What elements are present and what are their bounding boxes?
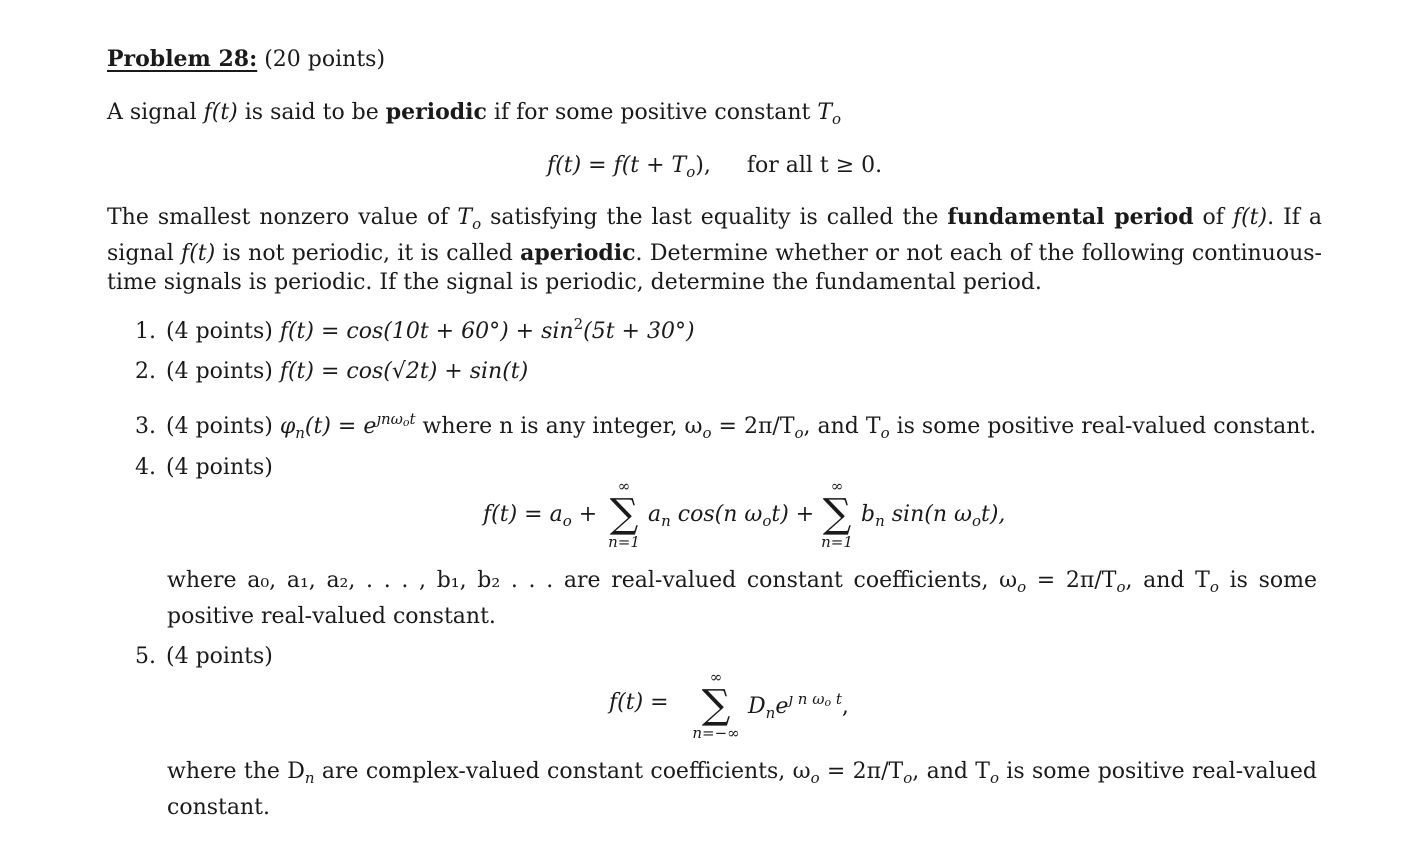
item-expression: φ [279, 414, 296, 439]
item-text: is some positive real-valued constant. [889, 414, 1317, 439]
item-points: (4 points) [166, 319, 273, 344]
problem-points: (20 points) [264, 47, 386, 72]
term-periodic: periodic [385, 99, 487, 125]
item-exponent: t [409, 410, 416, 428]
sigma-symbol: ∑ [822, 491, 852, 537]
list-item-1 [126, 310, 695, 346]
sum-upper-limit: ∞ [617, 477, 631, 495]
term-fundamental-period: fundamental period [947, 204, 1194, 230]
where-text: where a₀, a₁, a₂, . . . , b₁, b₂ . . . are real-valued constant coefficients, ω [167, 568, 1018, 593]
item-text: , and T [803, 414, 881, 439]
sum-lower-limit: n=−∞ [692, 724, 740, 742]
where-subscript: n [304, 769, 315, 787]
summation-1 [604, 478, 644, 550]
sum-lower-limit: n=1 [608, 533, 640, 551]
where-text: = 2π/T [1026, 568, 1117, 593]
where-subscript: o [1209, 578, 1219, 596]
eq-cos: cos(n ω [670, 502, 763, 527]
summation-3 [686, 669, 746, 741]
cos-term [648, 502, 814, 530]
para-text: . Determine whether or not each of the following continuous-time signals is periodic. If the signal is periodic, determine the fundamental period. [107, 241, 1322, 295]
sum-lower-limit: n=1 [821, 533, 853, 551]
para-text: The smallest nonzero value of [107, 205, 458, 230]
exp-term [748, 690, 849, 722]
eq-exp: e [775, 694, 789, 719]
item-number: 3. [135, 414, 156, 439]
where-text: , and T [1125, 568, 1210, 593]
symbol-sub-o: o [472, 215, 482, 233]
eq-text: t), [980, 502, 1006, 527]
eq-plus: + [571, 502, 598, 527]
sin-term [861, 502, 1005, 530]
where-text: , and T [912, 759, 990, 784]
item-number: 2. [135, 359, 156, 384]
para-text: is not periodic, it is called [215, 241, 521, 266]
list-item-4 [126, 453, 273, 482]
eq-subscript: o [762, 512, 772, 530]
eq-text: t) + [771, 502, 815, 527]
item-exponent-sub: o [402, 416, 410, 429]
intro-sentence [107, 98, 841, 134]
sigma-symbol: ∑ [609, 491, 639, 537]
definition-lhs: f(t) = f(t + T [547, 153, 687, 178]
item-exponent: 2 [573, 315, 584, 333]
intro-text: if for some positive constant [486, 100, 818, 125]
item-number: 5. [135, 644, 156, 669]
intro-text: A signal [107, 100, 204, 125]
where-text: = 2π/T [819, 759, 904, 784]
para-text: satisfying the last equality is called the [481, 205, 948, 230]
complex-fourier-equation [609, 690, 669, 715]
eq-subscript: o [562, 512, 572, 530]
list-item-2 [126, 357, 528, 386]
symbol-sub-o: o [832, 110, 842, 128]
list-item-5 [126, 642, 273, 671]
list-item-3 [126, 405, 1316, 448]
f-of-t: f(t) [203, 100, 238, 125]
definition-equation [547, 151, 882, 187]
where-subscript: o [810, 769, 820, 787]
item-text: where n is any integer, ω [415, 414, 703, 439]
item-5-where [167, 757, 1317, 822]
item-subscript: o [880, 424, 890, 442]
term-aperiodic: aperiodic [520, 240, 636, 266]
eq-subscript: n [765, 704, 776, 722]
sigma-symbol: ∑ [701, 682, 731, 728]
problem-title: Problem 28: [107, 46, 258, 72]
eq-lhs: f(t) = a [483, 502, 563, 527]
item-expression: f(t) = cos(√2t) + sin(t) [279, 359, 529, 384]
f-of-t: f(t) [1232, 205, 1268, 230]
eq-exponent-sub: o [824, 696, 832, 709]
item-number: 1. [135, 319, 156, 344]
symbol-sub-o: o [686, 163, 696, 181]
coef-a: a [648, 502, 662, 527]
eq-lhs: f(t) = [609, 690, 669, 715]
coef-D: D [748, 694, 766, 719]
eq-exponent: t [831, 690, 842, 708]
item-exponent: ȷnω [376, 410, 403, 428]
where-subscript: o [903, 769, 913, 787]
para-text: of [1193, 205, 1233, 230]
where-subscript: o [989, 769, 999, 787]
where-text: is some positive real-valued constant. [167, 759, 1317, 820]
eq-subscript: n [875, 512, 885, 530]
eq-exponent: ȷ n ω [788, 690, 825, 708]
definition-paragraph [107, 203, 1322, 297]
sum-upper-limit: ∞ [709, 668, 723, 686]
symbol-T: T [457, 205, 473, 230]
item-expression: (5t + 30°) [583, 319, 695, 344]
coef-b: b [861, 502, 876, 527]
definition-condition: for all t ≥ 0. [746, 153, 883, 178]
item-expression: f(t) = cos(10t + 60°) + sin [279, 319, 574, 344]
eq-subscript: o [971, 512, 981, 530]
item-points: (4 points) [166, 414, 273, 439]
symbol-T: T [817, 100, 833, 125]
intro-text: is said to be [237, 100, 386, 125]
where-subscript: o [1017, 578, 1027, 596]
item-text: = 2π/T [711, 414, 795, 439]
summation-2 [817, 478, 857, 550]
where-text: where the D [167, 759, 305, 784]
item-points: (4 points) [166, 644, 273, 669]
eq-sin: sin(n ω [884, 502, 972, 527]
problem-header [107, 45, 385, 74]
item-subscript: n [295, 424, 305, 442]
item-subscript: o [702, 424, 712, 442]
fourier-series-equation [483, 502, 597, 530]
eq-subscript: n [661, 512, 671, 530]
item-number: 4. [135, 455, 156, 480]
item-4-where [167, 566, 1317, 631]
sum-upper-limit: ∞ [830, 477, 844, 495]
where-text: is some positive real-valued constant. [167, 568, 1317, 629]
item-expression: (t) = e [304, 414, 377, 439]
f-of-t: f(t) [181, 241, 216, 266]
where-subscript: o [1116, 578, 1126, 596]
item-points: (4 points) [166, 359, 273, 384]
definition-close: ), [695, 153, 711, 178]
eq-text: , [841, 694, 849, 719]
item-subscript: o [794, 424, 804, 442]
para-text: . If a signal [107, 205, 1322, 266]
where-text: are complex-valued constant coefficients, ω [314, 759, 811, 784]
item-points: (4 points) [166, 455, 273, 480]
